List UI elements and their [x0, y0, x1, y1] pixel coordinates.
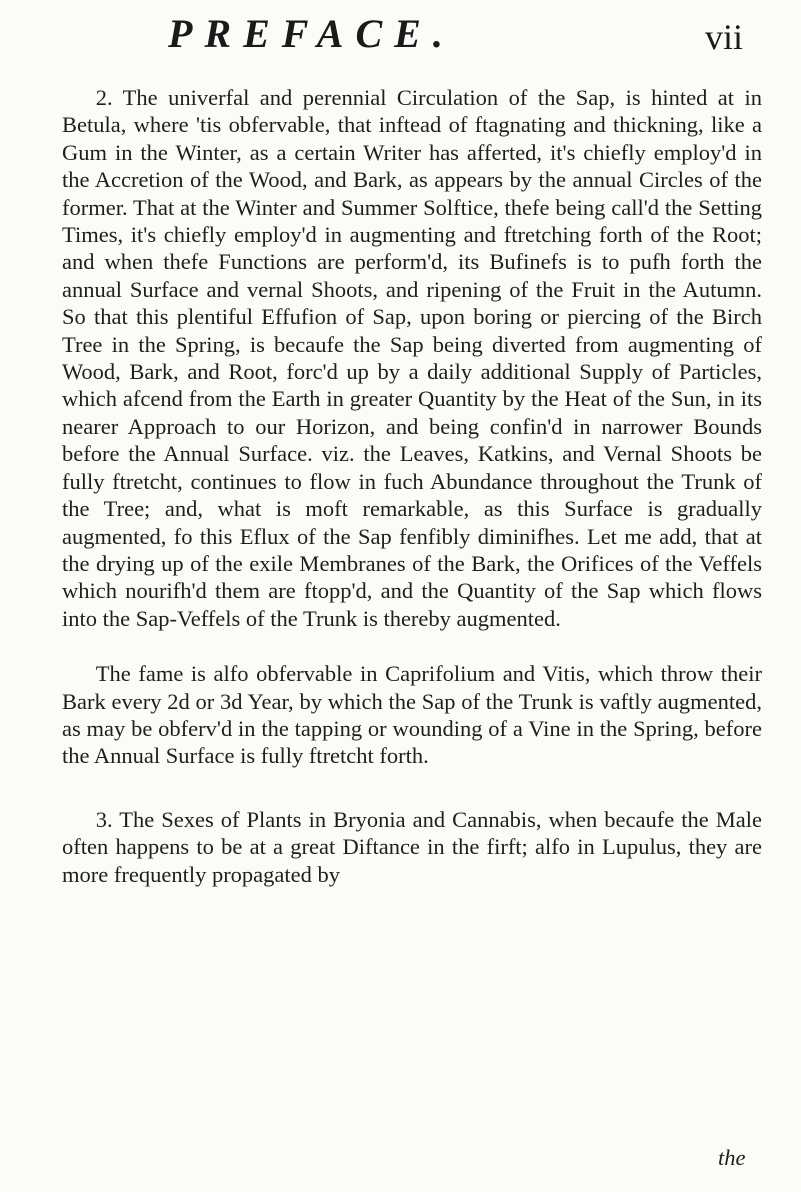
paragraph-sexes-of-plants: 3. The Sexes of Plants in Bryonia and Cannabis, when becaufe the Male often happens to be at a great Diftance in the firft; alfo in Lupulus, they are more frequently propagated by [62, 806, 762, 887]
page-number: vii [705, 17, 744, 57]
catchword: the [718, 1145, 746, 1170]
running-title: PREFACE. [168, 11, 455, 56]
paragraph-sap-circulation: 2. The univerfal and perennial Circulation of the Sap, is hinted at in Betula, where 'tis obfervable, that inftead of ftagnating and thickning, like a Gum in the Winter, as a certain Writer has afferted, it's chiefly employ'd in the Accretion of the Wood, and Bark, as appears by the annual Circles of the former. That at the Winter and Summer Solftice, thefe being call'd the Setting Times, it's chiefly employ'd in augmenting and ftretching forth of the Root; and when thefe Functions are perform'd, its Bufinefs is to pufh forth the annual Surface and vernal Shoots, and ripening of the Fruit in the Autumn. So that this plentiful Effufion of Sap, upon boring or piercing of the Birch Tree in the Spring, is becaufe the Sap being diverted from augmenting of Wood, Bark, and Root, forc'd up by a daily additional Supply of Particles, which afcend from the Earth in greater Quantity by the Heat of the Sun, in its nearer Approach to our Horizon, and being confin'd in narrower Bounds before the Annual Surface. viz. the Leaves, Katkins, and Vernal Shoots be fully ftretcht, continues to flow in fuch Abundance throughout the Trunk of the Tree; and, what is moft remarkable, as this Surface is gradually augmented, fo this Eflux of the Sap fenfibly diminifhes. Let me add, that at the drying up of the exile Membranes of the Bark, the Orifices of the Veffels which nourifh'd them are ftopp'd, and the Quantity of the Sap which flows into the Sap-Veffels of the Trunk is thereby augmented. [62, 85, 762, 631]
running-head [0, 0, 801, 80]
paragraph-caprifolium-vitis: The fame is alfo obfervable in Caprifolium and Vitis, which throw their Bark every 2d or 3d Year, by which the Sap of the Trunk is vaftly augmented, as may be obferv'd in the tapping or wounding of a Vine in the Spring, before the Annual Surface is fully ftretcht forth. [62, 661, 762, 769]
page-body [62, 84, 762, 888]
